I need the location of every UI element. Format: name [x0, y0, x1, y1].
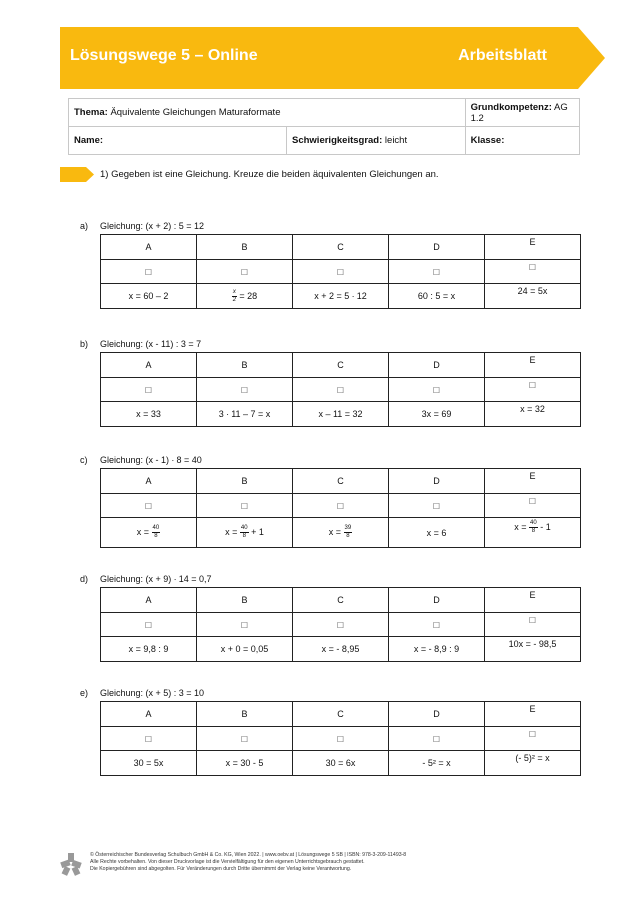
- option-text: x =: [514, 521, 530, 532]
- option-text: + 1: [248, 526, 264, 537]
- option-a: x = 60 – 2: [101, 284, 197, 309]
- checkbox-icon: ☐: [240, 620, 249, 630]
- checkbox-c[interactable]: [293, 494, 389, 518]
- option-d: - 5² = x: [389, 751, 485, 776]
- checkbox-a[interactable]: [101, 727, 197, 751]
- column-header: E: [485, 469, 581, 494]
- denominator: 8: [154, 533, 158, 539]
- option-a: x = 33: [101, 402, 197, 427]
- checkbox-icon: ☐: [432, 385, 441, 395]
- option-c: [293, 518, 389, 548]
- denominator: 8: [242, 533, 246, 539]
- checkbox-icon: ☐: [336, 267, 345, 277]
- thema-label: Thema:: [74, 107, 108, 118]
- checkbox-icon: ☐: [528, 616, 537, 625]
- option-c: x – 11 = 32: [293, 402, 389, 427]
- column-header: C: [293, 353, 389, 378]
- checkbox-icon: ☐: [336, 734, 345, 744]
- checkbox-icon: ☐: [432, 734, 441, 744]
- checkbox-b[interactable]: [197, 378, 293, 402]
- checkbox-icon: ☐: [144, 385, 153, 395]
- item-header: [80, 339, 580, 351]
- checkbox-icon: ☐: [240, 267, 249, 277]
- options-table: [100, 234, 581, 309]
- name-label: Name:: [74, 135, 104, 146]
- checkbox-a[interactable]: [101, 494, 197, 518]
- numerator: 40: [530, 520, 537, 526]
- option-c: x = - 8,95: [293, 637, 389, 662]
- column-header: D: [389, 702, 485, 727]
- checkbox-icon: ☐: [432, 620, 441, 630]
- column-header: D: [389, 235, 485, 260]
- klasse-label: Klasse:: [470, 135, 505, 146]
- checkbox-icon: ☐: [432, 267, 441, 277]
- checkbox-e[interactable]: [485, 260, 581, 284]
- column-header: E: [485, 235, 581, 260]
- fraction: [240, 525, 249, 540]
- checkbox-c[interactable]: [293, 260, 389, 284]
- checkbox-b[interactable]: [197, 494, 293, 518]
- item-equation: Gleichung: (x + 5) : 3 = 10: [100, 688, 205, 698]
- option-a: [101, 518, 197, 548]
- option-a: x = 9,8 : 9: [101, 637, 197, 662]
- kompetenz-cell: [465, 99, 579, 127]
- footer-line: Alle Rechte vorbehalten. Von dieser Druckvorlage ist die Vervielfältigung für den eigenen Unterrichtsgebrauch gestattet.: [90, 859, 365, 865]
- option-text: = 28: [236, 290, 258, 301]
- task-text: 1) Gegeben ist eine Gleichung. Kreuze die beiden äquivalenten Gleichungen an.: [100, 169, 439, 180]
- checkbox-icon: ☐: [528, 381, 537, 390]
- fraction: [152, 525, 161, 540]
- denominator: 2: [232, 296, 237, 303]
- option-text: - 1: [537, 521, 551, 532]
- option-e: 24 = 5x: [485, 284, 581, 309]
- checkbox-e[interactable]: [485, 494, 581, 518]
- checkbox-icon: ☐: [240, 501, 249, 511]
- numerator: 39: [344, 525, 352, 531]
- column-header: E: [485, 588, 581, 613]
- header-banner: [60, 27, 605, 89]
- option-d: x = 6: [389, 518, 485, 548]
- item-label: d): [80, 574, 89, 584]
- checkbox-icon: ☐: [528, 730, 537, 739]
- checkbox-d[interactable]: [389, 378, 485, 402]
- column-header: B: [197, 702, 293, 727]
- option-d: 3x = 69: [389, 402, 485, 427]
- checkbox-c[interactable]: [293, 613, 389, 637]
- option-c: 30 = 6x: [293, 751, 389, 776]
- checkbox-d[interactable]: [389, 613, 485, 637]
- checkbox-d[interactable]: [389, 494, 485, 518]
- option-text: x =: [328, 526, 344, 537]
- numerator: 40: [240, 525, 248, 531]
- item-equation: Gleichung: (x - 11) : 3 = 7: [100, 339, 202, 349]
- option-e: 10x = - 98,5: [485, 637, 581, 662]
- column-header: A: [101, 588, 197, 613]
- publisher-logo-icon: [60, 852, 82, 876]
- item-c: [80, 455, 580, 548]
- checkbox-icon: ☐: [336, 385, 345, 395]
- column-header: A: [101, 235, 197, 260]
- kompetenz-label: Grundkompetenz:: [470, 101, 552, 113]
- item-header: [80, 455, 580, 467]
- option-b: [197, 518, 293, 548]
- option-e: (- 5)² = x: [485, 751, 581, 776]
- options-table: [100, 352, 581, 427]
- checkbox-c[interactable]: [293, 378, 389, 402]
- item-header: [80, 688, 580, 700]
- checkbox-d[interactable]: [389, 260, 485, 284]
- schwierigkeit-value: leicht: [384, 135, 408, 146]
- item-e: [80, 688, 580, 776]
- checkbox-b[interactable]: [197, 613, 293, 637]
- column-header: A: [101, 702, 197, 727]
- footer-line: © Österreichischer Bundesverlag Schulbuch GmbH & Co. KG, Wien 2022. | www.oebv.at | Lösungswege 5 SB | ISBN: 978-3-209-11493-8: [90, 852, 407, 858]
- column-header: A: [101, 469, 197, 494]
- kompetenz-value: AG 1.2: [470, 101, 568, 124]
- checkbox-icon: ☐: [528, 263, 537, 272]
- column-header: C: [293, 702, 389, 727]
- option-c: x + 2 = 5 ∙ 12: [293, 284, 389, 309]
- numerator: 40: [152, 525, 160, 531]
- denominator: 8: [531, 528, 536, 534]
- column-header: C: [293, 588, 389, 613]
- column-header: B: [197, 235, 293, 260]
- checkbox-icon: ☐: [144, 734, 153, 744]
- task-arrow-icon: [60, 167, 94, 182]
- fraction: [344, 525, 353, 540]
- checkbox-e[interactable]: [485, 727, 581, 751]
- option-e: [485, 518, 581, 548]
- checkbox-icon: ☐: [528, 497, 537, 506]
- item-equation: Gleichung: (x + 2) : 5 = 12: [100, 221, 205, 231]
- checkbox-icon: ☐: [240, 385, 249, 395]
- task-instruction: [60, 167, 560, 182]
- checkbox-icon: ☐: [144, 620, 153, 630]
- checkbox-icon: ☐: [144, 501, 153, 511]
- checkbox-b[interactable]: [197, 260, 293, 284]
- option-e: x = 32: [485, 402, 581, 427]
- item-equation: Gleichung: (x - 1) ∙ 8 = 40: [100, 455, 202, 465]
- options-table: [100, 468, 581, 548]
- item-equation: Gleichung: (x + 9) ∙ 14 = 0,7: [100, 574, 212, 584]
- item-label: e): [80, 688, 89, 698]
- option-text: x =: [225, 526, 240, 537]
- column-header: A: [101, 353, 197, 378]
- schwierigkeit-label: Schwierigkeitsgrad:: [292, 135, 383, 146]
- checkbox-a[interactable]: [101, 260, 197, 284]
- item-label: c): [80, 455, 88, 465]
- option-b: 3 ∙ 11 – 7 = x: [197, 402, 293, 427]
- column-header: B: [197, 353, 293, 378]
- column-header: D: [389, 353, 485, 378]
- checkbox-icon: ☐: [336, 501, 345, 511]
- name-cell[interactable]: [69, 127, 287, 155]
- column-header: E: [485, 353, 581, 378]
- thema-cell: [69, 99, 466, 127]
- klasse-cell[interactable]: [465, 127, 579, 155]
- footer-line: Die Kopiergebühren sind abgegolten. Für Veränderungen durch Dritte übernimmt der Verlag keine Verantwortung.: [90, 866, 352, 872]
- option-text: x =: [136, 526, 152, 537]
- column-header: D: [389, 469, 485, 494]
- numerator: x: [232, 288, 236, 295]
- checkbox-icon: ☐: [336, 620, 345, 630]
- checkbox-a[interactable]: [101, 613, 197, 637]
- fraction: [529, 520, 538, 535]
- options-table: [100, 701, 581, 776]
- checkbox-b[interactable]: [197, 727, 293, 751]
- option-b: x + 0 = 0,05: [197, 637, 293, 662]
- checkbox-e[interactable]: [485, 613, 581, 637]
- checkbox-c[interactable]: [293, 727, 389, 751]
- option-b: x = 30 - 5: [197, 751, 293, 776]
- column-header: C: [293, 469, 389, 494]
- header-kind: Arbeitsblatt: [458, 47, 547, 64]
- item-header: [80, 221, 580, 233]
- checkbox-a[interactable]: [101, 378, 197, 402]
- checkbox-icon: ☐: [240, 734, 249, 744]
- column-header: B: [197, 469, 293, 494]
- thema-value: Äquivalente Gleichungen Maturaformate: [110, 107, 281, 118]
- info-table: [68, 98, 580, 155]
- checkbox-icon: ☐: [432, 501, 441, 511]
- column-header: B: [197, 588, 293, 613]
- item-header: [80, 574, 580, 586]
- option-d: x = - 8,9 : 9: [389, 637, 485, 662]
- column-header: E: [485, 702, 581, 727]
- column-header: C: [293, 235, 389, 260]
- option-b: [197, 284, 293, 309]
- header-title: Lösungswege 5 – Online: [70, 47, 258, 64]
- option-d: 60 : 5 = x: [389, 284, 485, 309]
- checkbox-e[interactable]: [485, 378, 581, 402]
- footer-text: [90, 852, 406, 873]
- option-a: 30 = 5x: [101, 751, 197, 776]
- item-a: [80, 221, 580, 309]
- item-d: [80, 574, 580, 662]
- denominator: 8: [346, 533, 350, 539]
- item-label: b): [80, 339, 89, 349]
- schwierigkeit-cell: [287, 127, 466, 155]
- column-header: D: [389, 588, 485, 613]
- options-table: [100, 587, 581, 662]
- checkbox-d[interactable]: [389, 727, 485, 751]
- item-b: [80, 339, 580, 427]
- item-label: a): [80, 221, 89, 231]
- checkbox-icon: ☐: [144, 267, 153, 277]
